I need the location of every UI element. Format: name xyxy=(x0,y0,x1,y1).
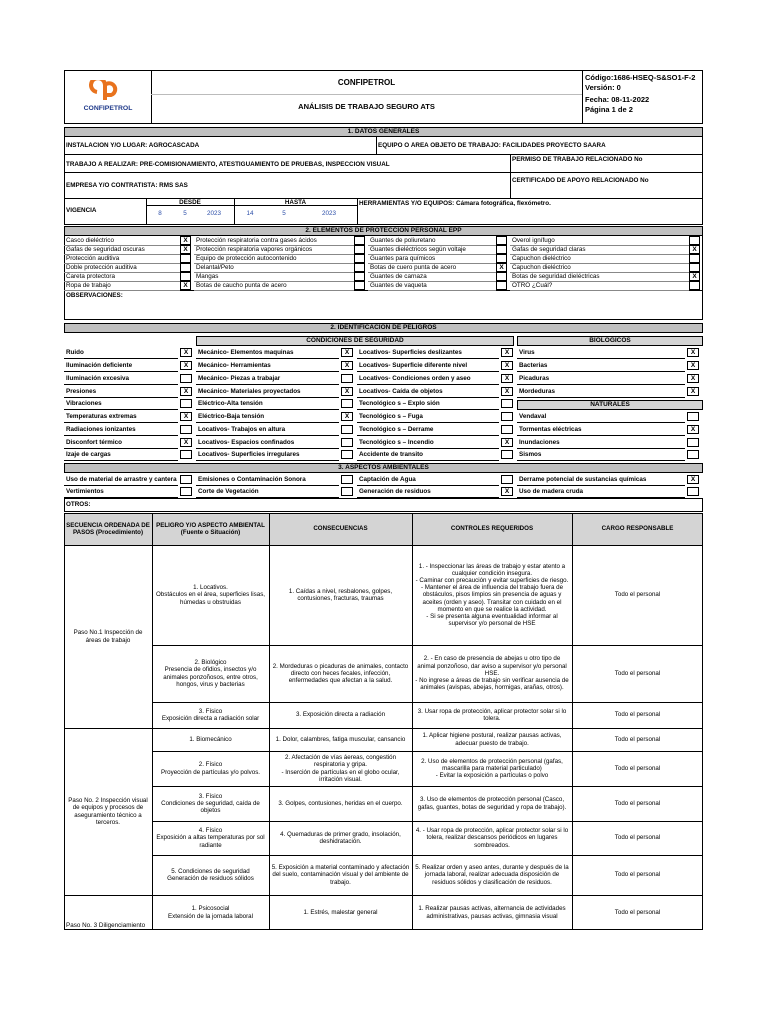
environment-item: Corte de Vegetación xyxy=(198,488,259,495)
row-consequence: 4. Quemaduras de primer grado, insolación, deshidratación. xyxy=(280,830,401,845)
hazard-checkbox[interactable]: X xyxy=(180,438,192,447)
row-responsible: Todo el personal xyxy=(614,908,661,916)
epp-item: Guantes para químicos xyxy=(370,255,436,262)
hazard-item: Mecánico- Piezas a trabajar xyxy=(198,375,281,382)
doc-version: Versión: 0 xyxy=(585,83,621,92)
hazard-item: Tecnológico s – Derrame xyxy=(359,426,434,433)
hazard-item: Tecnológico s – Fuga xyxy=(359,413,423,420)
hazard-item: Mecánico- Elementos maquinas xyxy=(198,349,294,356)
hazard-item: Picaduras xyxy=(519,375,550,382)
hazard-item: Inundaciones xyxy=(519,439,560,446)
row-controls: 2. - En caso de presencia de abejas u otro tipo de animal ponzoñoso, dar aviso a supervisor y/o personal HSE. - No ingrese a áreas de trabajo sin verificar ausencia de animales (avispas, abejas, hormigas, arañas, otros). xyxy=(415,655,569,692)
environment-checkbox[interactable] xyxy=(341,475,353,484)
hazard-item: Ruido xyxy=(66,349,84,356)
epp-item: Guantes dieléctricos según voltaje xyxy=(370,246,466,253)
epp-checkbox[interactable] xyxy=(689,236,700,245)
hazard-checkbox[interactable]: X xyxy=(687,387,699,396)
row-hazard: 3. Físico Exposición directa a radiación solar xyxy=(161,707,260,722)
hazard-checkbox[interactable]: X xyxy=(180,387,192,396)
hazard-item: Izaje de cargas xyxy=(66,451,111,458)
epp-item: OTRO ¿Cuál? xyxy=(512,282,553,289)
biological-header: BIOLÓGICOS xyxy=(517,336,703,346)
hazard-item: Iluminación excesiva xyxy=(66,375,129,382)
epp-item: Casco dieléctrico xyxy=(66,237,114,244)
hazard-item: Iluminación deficiente xyxy=(66,362,133,369)
epp-item: Guantes de poliuretano xyxy=(370,237,436,244)
hazard-item: Mecánico- Herramientas xyxy=(198,362,271,369)
section-hazards: 2. IDENTIFICACIÓN DE PELIGROS xyxy=(64,323,703,333)
company-field: EMPRESA Y/O CONTRATISTA: RMS SAS xyxy=(66,182,188,189)
epp-checkbox[interactable] xyxy=(496,254,507,263)
row-consequence: 3. Exposición directa a radiación xyxy=(295,711,386,719)
hazard-item: Locativos- Superficie diferente nivel xyxy=(359,362,468,369)
section-environment: 3. ASPECTOS AMBIENTALES xyxy=(64,463,703,473)
epp-checkbox[interactable]: X xyxy=(496,263,507,272)
equipment-field: EQUIPO O ÁREA OBJETO DE TRABAJO: FACILIDADES PROYECTO SAARA xyxy=(378,142,606,149)
row-controls: 1. - Inspeccionar las áreas de trabajo y estar atento a cualquier condición insegura. - Caminar con precaución y evitar superficies de riesgo. - Mantener el área de influencia del trabajo fuera de obstáculos, pisos limpios sin presencia de aguas y aceites (orden y aseo). Transitar con cuidado en el momento en que se realice la actividad. - Si se presenta alguna eventualidad informar al supervisor y/o personal de HSE xyxy=(415,562,569,628)
from-label: DESDE xyxy=(179,199,201,206)
hazard-checkbox[interactable]: X xyxy=(341,348,353,357)
environment-checkbox[interactable] xyxy=(180,475,192,484)
hazard-item: Mordeduras xyxy=(519,388,556,395)
hazard-item: Vendaval xyxy=(519,413,547,420)
epp-checkbox[interactable] xyxy=(689,281,700,290)
epp-item: Gafas de seguridad claras xyxy=(512,246,586,253)
epp-item: Botas de seguridad dieléctricas xyxy=(512,273,600,280)
environment-checkbox[interactable]: X xyxy=(501,487,513,496)
header-responsible: CARGO RESPONSABLE xyxy=(601,525,674,533)
row-responsible: Todo el personal xyxy=(614,591,661,599)
hazard-item: Locativos- Trabajos en altura xyxy=(198,426,286,433)
environment-item: Derrame potencial de sustancias químicas xyxy=(519,476,647,483)
natural-header: NATURALES xyxy=(517,400,703,410)
section-epp: 2. ELEMENTOS DE PROTECCIÓN PERSONAL EPP xyxy=(64,226,703,236)
hazard-checkbox[interactable] xyxy=(180,425,192,434)
row-consequence: 5. Exposición a material contaminado y afectación del suelo, contaminación visual y del ambiente de trabajo. xyxy=(271,864,410,886)
tools-field: HERRAMIENTAS Y/O EQUIPOS: Cámara fotográfica, flexómetro. xyxy=(359,200,551,207)
row-hazard: 1. Biomecánico xyxy=(189,735,232,743)
row-controls: 2. Uso de elementos de protección personal (gafas, mascarilla para material particulado) - Evitar la exposición a partículas o polvo xyxy=(421,757,563,780)
hazard-checkbox[interactable]: X xyxy=(501,374,513,383)
row-responsible: Todo el personal xyxy=(614,834,661,842)
hazard-item: Temperaturas extremas xyxy=(66,413,137,420)
hazard-checkbox[interactable] xyxy=(341,438,353,447)
epp-item: Capuchon dieléctrico xyxy=(512,255,571,262)
work-field: TRABAJO A REALIZAR: PRE-COMISIONAMIENTO, ATESTIGUAMIENTO DE PRUEBAS, INSPECCION VISUAL xyxy=(66,161,390,168)
epp-checkbox[interactable]: X xyxy=(689,245,700,254)
hazard-item: Vibraciones xyxy=(66,400,102,407)
row-hazard: 5. Condiciones de seguridad Generación de residuos sólidos xyxy=(167,867,254,882)
epp-checkbox[interactable]: X xyxy=(689,272,700,281)
location-field: INSTALACIÓN Y/O LUGAR: AGROCASCADA xyxy=(66,142,200,149)
hazard-checkbox[interactable] xyxy=(180,374,192,383)
row-controls: 4. - Usar ropa de protección, aplicar protector solar si lo tolera, realizar descansos periódicos en lugares sombreados. xyxy=(415,827,569,849)
hazard-item: Eléctrico-Alta tensión xyxy=(198,400,263,407)
hazard-checkbox[interactable]: X xyxy=(687,374,699,383)
row-responsible: Todo el personal xyxy=(614,764,661,772)
epp-checkbox[interactable]: X xyxy=(180,245,191,254)
epp-item: Botas de cuero punta de acero xyxy=(370,264,457,271)
epp-checkbox[interactable] xyxy=(689,254,700,263)
epp-item: Capuchon dieléctrico xyxy=(512,264,571,271)
doc-page: Página 1 de 2 xyxy=(585,105,633,114)
step-3: Paso No. 3 Diligenciamiento xyxy=(66,922,146,929)
header-steps: SECUENCIA ORDENADA DE PASOS (Procedimiento) xyxy=(66,521,150,536)
to-day: 14 xyxy=(246,210,254,217)
hazard-checkbox[interactable]: X xyxy=(501,361,513,370)
hazard-checkbox[interactable] xyxy=(501,399,513,408)
epp-checkbox[interactable] xyxy=(354,272,365,281)
epp-item: Ropa de trabajo xyxy=(66,282,111,289)
epp-item: Protección auditiva xyxy=(66,255,120,262)
epp-checkbox[interactable] xyxy=(180,254,191,263)
hazard-item: Eléctrico-Baja tensión xyxy=(198,413,265,420)
hazard-checkbox[interactable]: X xyxy=(180,412,192,421)
epp-checkbox[interactable] xyxy=(689,263,700,272)
epp-checkbox[interactable] xyxy=(354,254,365,263)
hazard-item: Tormentas eléctricas xyxy=(519,426,582,433)
hazard-item: Locativos- Condiciones orden y aseo xyxy=(359,375,471,382)
header-consequences: CONSECUENCIAS xyxy=(313,525,368,533)
environment-checkbox[interactable] xyxy=(341,487,353,496)
hazard-checkbox[interactable] xyxy=(341,425,353,434)
row-hazard: 4. Físico Exposición a altas temperaturas por sol radiante xyxy=(156,827,265,849)
row-consequence: 1. Caídas a nivel, resbalones, golpes, contusiones, fracturas, traumas xyxy=(288,587,393,602)
row-hazard: 2. Físico Proyección de partículas y/o polvos. xyxy=(160,761,261,776)
environment-item: Uso de material de arrastre y cantera xyxy=(66,476,177,483)
hazard-checkbox[interactable] xyxy=(687,438,699,447)
environment-checkbox[interactable] xyxy=(687,487,699,496)
epp-checkbox[interactable] xyxy=(496,272,507,281)
row-responsible: Todo el personal xyxy=(614,669,661,677)
hazard-item: Accidente de transito xyxy=(359,451,424,458)
epp-item: Protección respiratoria contra gases ácidos xyxy=(196,237,317,244)
from-year: 2023 xyxy=(206,210,221,217)
row-controls: 5. Realizar orden y aseo antes, durante y después de la jornada laboral, realizar adecuada disposición de residuos sólidos y clasificación de residuos. xyxy=(415,864,569,886)
hazard-checkbox[interactable]: X xyxy=(687,425,699,434)
environment-item: Uso de madera cruda xyxy=(519,488,584,495)
epp-item: Mangas xyxy=(196,273,219,280)
epp-checkbox[interactable] xyxy=(354,245,365,254)
row-hazard: 1. Locativos. Obstáculos en el área, superficies lisas, húmedas u obstruidas xyxy=(155,584,266,606)
hazard-item: Virus xyxy=(519,349,535,356)
row-consequence: 1. Estrés, malestar general xyxy=(303,908,378,916)
hazard-item: Radiaciones ionizantes xyxy=(66,426,136,433)
epp-checkbox[interactable] xyxy=(180,272,191,281)
row-controls: 1. Realizar pausas activas, alternancia de actividades administrativas, pausas activas, gimnasia visual xyxy=(418,905,566,920)
row-responsible: Todo el personal xyxy=(614,799,661,807)
observations-label: OBSERVACIONES: xyxy=(66,292,123,299)
epp-checkbox[interactable]: X xyxy=(180,281,191,290)
hazard-checkbox[interactable]: X xyxy=(687,348,699,357)
hazard-item: Tecnológico s – Incendio xyxy=(359,439,434,446)
hazard-item: Disconfort térmico xyxy=(66,439,122,446)
hazard-item: Tecnológico s – Explo sión xyxy=(359,400,440,407)
security-conditions-header: CONDICIONES DE SEGURIDAD xyxy=(196,336,514,346)
hazard-checkbox[interactable]: X xyxy=(687,361,699,370)
permit-field: PERMISO DE TRABAJO RELACIONADO No xyxy=(512,156,643,163)
company-logo xyxy=(88,80,122,102)
row-hazard: 1. Psicosocial Extensión de la jornada laboral xyxy=(168,905,253,920)
doc-code: Código:1686-HSEQ-S&SO1-F-2 xyxy=(585,73,696,82)
hazard-checkbox[interactable]: X xyxy=(180,348,192,357)
hazard-checkbox[interactable] xyxy=(687,450,699,459)
epp-item: Gafas de seguridad oscuras xyxy=(66,246,145,253)
row-responsible: Todo el personal xyxy=(614,871,661,879)
header-hazard: PELIGRO Y/O ASPECTO AMBIENTAL (Fuente o Situación) xyxy=(156,521,265,536)
hazard-checkbox[interactable]: X xyxy=(501,438,513,447)
from-day: 8 xyxy=(158,210,162,217)
epp-checkbox[interactable] xyxy=(354,236,365,245)
epp-item: Delantal/Peto xyxy=(196,264,234,271)
hazard-item: Bacterias xyxy=(519,362,548,369)
environment-checkbox[interactable]: X xyxy=(687,475,699,484)
row-responsible: Todo el personal xyxy=(614,735,661,743)
row-controls: 3. Usar ropa de protección, aplicar protector solar si lo tolera. xyxy=(417,707,567,722)
epp-item: Guantes de carnaza xyxy=(370,273,427,280)
hazard-item: Locativos- Caída de objetos xyxy=(359,388,443,395)
row-controls: 1. Aplicar higiene postural, realizar pausas activas, adecuar puesto de trabajo. xyxy=(422,732,562,747)
hazard-checkbox[interactable] xyxy=(341,450,353,459)
hazard-checkbox[interactable]: X xyxy=(341,387,353,396)
environment-checkbox[interactable] xyxy=(501,475,513,484)
epp-item: Overol ignífugo xyxy=(512,237,555,244)
epp-checkbox[interactable] xyxy=(354,281,365,290)
epp-checkbox[interactable] xyxy=(180,263,191,272)
header-controls: CONTROLES REQUERIDOS xyxy=(450,525,534,533)
hazard-item: Locativos- Superficies deslizantes xyxy=(359,349,462,356)
hazard-checkbox[interactable] xyxy=(501,412,513,421)
hazard-checkbox[interactable] xyxy=(341,374,353,383)
logo-text: CONFIPETROL xyxy=(83,105,133,112)
environment-item: Vertimientos xyxy=(66,488,104,495)
hazard-checkbox[interactable] xyxy=(341,399,353,408)
row-controls: 3. Uso de elementos de protección personal (Casco, gafas, guantes, botas de seguridad y ropa de trabajo). xyxy=(417,796,567,811)
row-hazard: 3. Físico Condiciones de seguridad, caída de objetos xyxy=(161,792,260,815)
to-label: HASTA xyxy=(284,199,307,206)
epp-checkbox[interactable] xyxy=(496,236,507,245)
epp-item: Guantes de vaqueta xyxy=(370,282,427,289)
hazard-item: Locativos- Superficies irregulares xyxy=(198,451,300,458)
hazard-checkbox[interactable]: X xyxy=(341,412,353,421)
hazard-item: Sismos xyxy=(519,451,542,458)
hazard-checkbox[interactable] xyxy=(180,399,192,408)
hazard-checkbox[interactable] xyxy=(180,450,192,459)
hazard-checkbox[interactable] xyxy=(687,412,699,421)
company-name: CONFIPETROL xyxy=(337,78,396,87)
epp-item: Equipo de protección autocontenido xyxy=(196,255,297,262)
validity-label: VIGENCIA xyxy=(66,207,97,214)
others-label: OTROS: xyxy=(66,501,91,508)
environment-item: Captación de Agua xyxy=(359,476,416,483)
section-general: 1. DATOS GENERALES xyxy=(64,127,703,137)
hazard-checkbox[interactable]: X xyxy=(341,361,353,370)
epp-item: Doble protección auditiva xyxy=(66,264,137,271)
row-consequence: 3. Golpes, contusiones, heridas en el cuerpo. xyxy=(278,799,403,807)
epp-checkbox[interactable]: X xyxy=(180,236,191,245)
hazard-checkbox[interactable] xyxy=(501,450,513,459)
epp-item: Botas de caucho punta de acero xyxy=(196,282,287,289)
epp-item: Protección respiratoria vapores orgánicos xyxy=(196,246,313,253)
hazard-item: Presiones xyxy=(66,388,97,395)
doc-date: Fecha: 08-11-2022 xyxy=(585,95,650,104)
environment-item: Generación de residuos xyxy=(359,488,431,495)
hazard-item: Mecánico- Materiales proyectados xyxy=(198,388,301,395)
step-2: Paso No. 2 Inspección visual de equipos y procesos de aseguramiento técnico a terceros. xyxy=(68,797,148,826)
epp-item: Careta protectora xyxy=(66,273,116,280)
environment-checkbox[interactable] xyxy=(180,487,192,496)
hazard-checkbox[interactable]: X xyxy=(501,348,513,357)
hazard-checkbox[interactable]: X xyxy=(501,387,513,396)
row-responsible: Todo el personal xyxy=(614,711,661,719)
epp-checkbox[interactable] xyxy=(496,281,507,290)
document-title: ANÁLISIS DE TRABAJO SEGURO ATS xyxy=(298,102,435,111)
epp-checkbox[interactable] xyxy=(496,245,507,254)
to-year: 2023 xyxy=(321,210,336,217)
hazard-item: Locativos- Espacios confinados xyxy=(198,439,295,446)
to-month: 5 xyxy=(282,210,286,217)
epp-checkbox[interactable] xyxy=(354,263,365,272)
from-month: 5 xyxy=(183,210,187,217)
environment-item: Emisiones o Contaminación Sonora xyxy=(198,476,306,483)
step-1: Paso No.1 Inspección de áreas de trabajo xyxy=(73,629,143,644)
certificate-field: CERTIFICADO DE APOYO RELACIONADO No xyxy=(512,177,649,184)
hazard-checkbox[interactable]: X xyxy=(180,361,192,370)
hazard-checkbox[interactable] xyxy=(501,425,513,434)
row-hazard: 2. Biológico Presencia de ofidios, insectos y/o animales ponzoñosos, entre otros, hongos, virus y bacterias xyxy=(163,659,258,688)
row-consequence: 2. Mordeduras o picaduras de animales, contacto directo con heces fecales, infección, enfermedades que afectan a la salud. xyxy=(272,662,409,685)
row-consequence: 1. Dolor, calambres, fatiga muscular, cansancio xyxy=(275,735,406,743)
row-consequence: 2. Afectación de vías áereas, congestión respiratoria y gripa. - Inserción de partículas en el globo ocular, irritación visual. xyxy=(281,754,400,783)
